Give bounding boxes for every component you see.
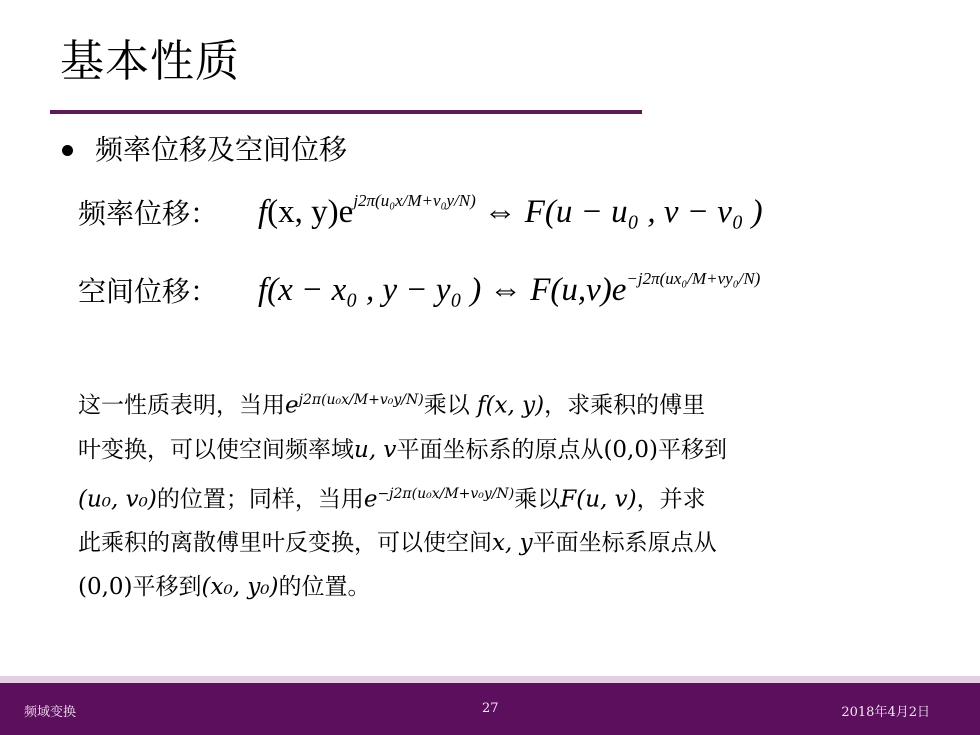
formula-lhs-f: f [258, 193, 268, 230]
text-run: 平面坐标系原点从 [532, 530, 717, 557]
formula-rhs: F(u,v)e [530, 271, 627, 308]
bullet-dot-icon [62, 145, 73, 156]
bullet-text: 频率位移及空间位移 [95, 133, 348, 166]
math-run: e [363, 486, 378, 513]
formula-rhs: F(u − u₀ , v − v₀ ) [524, 193, 763, 230]
slide-footer [0, 683, 980, 735]
formula-label: 空间位移： [78, 275, 219, 308]
footer-date: 2018年4月2日 [841, 705, 930, 720]
math-run: (0,0) [78, 574, 133, 601]
math-run: (0,0) [603, 436, 658, 463]
math-exponent: j2π(u₀x/M+v₀y/N) [298, 392, 424, 408]
math-run: (x₀, y₀) [201, 574, 279, 601]
formula-lhs-args: (x, y)e [267, 193, 354, 230]
math-exponent: −j2π(u₀x/M+v₀y/N) [377, 485, 515, 502]
math-run: u, v [354, 436, 397, 463]
formula-expression [258, 190, 763, 231]
math-run: F(u, v) [560, 486, 637, 513]
formula-rhs-exponent: −j2π(ux₀/M+vy₀/N) [626, 268, 761, 288]
formula-lhs-exponent: j2π(u₀x/M+v₀y/N) [353, 190, 476, 210]
paragraph-line [78, 428, 878, 472]
text-run: 的位置；同样，当用 [156, 486, 364, 513]
formula-frequency-shift [78, 192, 763, 232]
text-run: 平移到 [132, 574, 202, 601]
text-run: 这一性质表明，当用 [78, 392, 285, 419]
slide-title: 基本性质 [60, 36, 240, 87]
title-underline [50, 110, 642, 114]
text-run: ，求乘积的傅里 [544, 392, 706, 419]
text-run: 叶变换，可以使空间频率域 [78, 436, 354, 463]
paragraph-line [78, 521, 878, 565]
bullet-item [62, 132, 347, 168]
text-run: 乘以 [514, 486, 561, 513]
paragraph-line [78, 565, 878, 609]
formula-spatial-shift [78, 270, 760, 310]
paragraph-line [78, 378, 878, 428]
math-run: (u₀, v₀) [78, 486, 157, 513]
footer-section: 频域变换 [24, 705, 77, 720]
text-run: 平移到 [657, 436, 727, 463]
math-run: f(x, y) [477, 392, 545, 419]
page-number: 27 [482, 701, 499, 716]
text-run: ，并求 [636, 486, 706, 513]
paragraph-line [78, 472, 878, 522]
equivalence-arrow: ⇔ [489, 271, 523, 308]
text-run: 此乘积的离散傅里叶反变换，可以使空间 [78, 530, 492, 557]
math-run: x, y [492, 530, 533, 557]
text-run: 的位置。 [278, 574, 371, 601]
equivalence-arrow: ⇔ [483, 193, 517, 230]
math-run: e [285, 392, 299, 419]
footer-divider [0, 676, 980, 683]
text-run: 乘以 [423, 392, 478, 419]
text-run: 平面坐标系的原点从 [396, 436, 604, 463]
explanation-paragraph [78, 378, 878, 609]
formula-expression [258, 268, 761, 309]
formula-label: 频率位移： [78, 197, 219, 230]
formula-lhs-args: (x − x₀ , y − y₀ ) [267, 271, 482, 308]
formula-lhs-f: f [258, 271, 268, 308]
